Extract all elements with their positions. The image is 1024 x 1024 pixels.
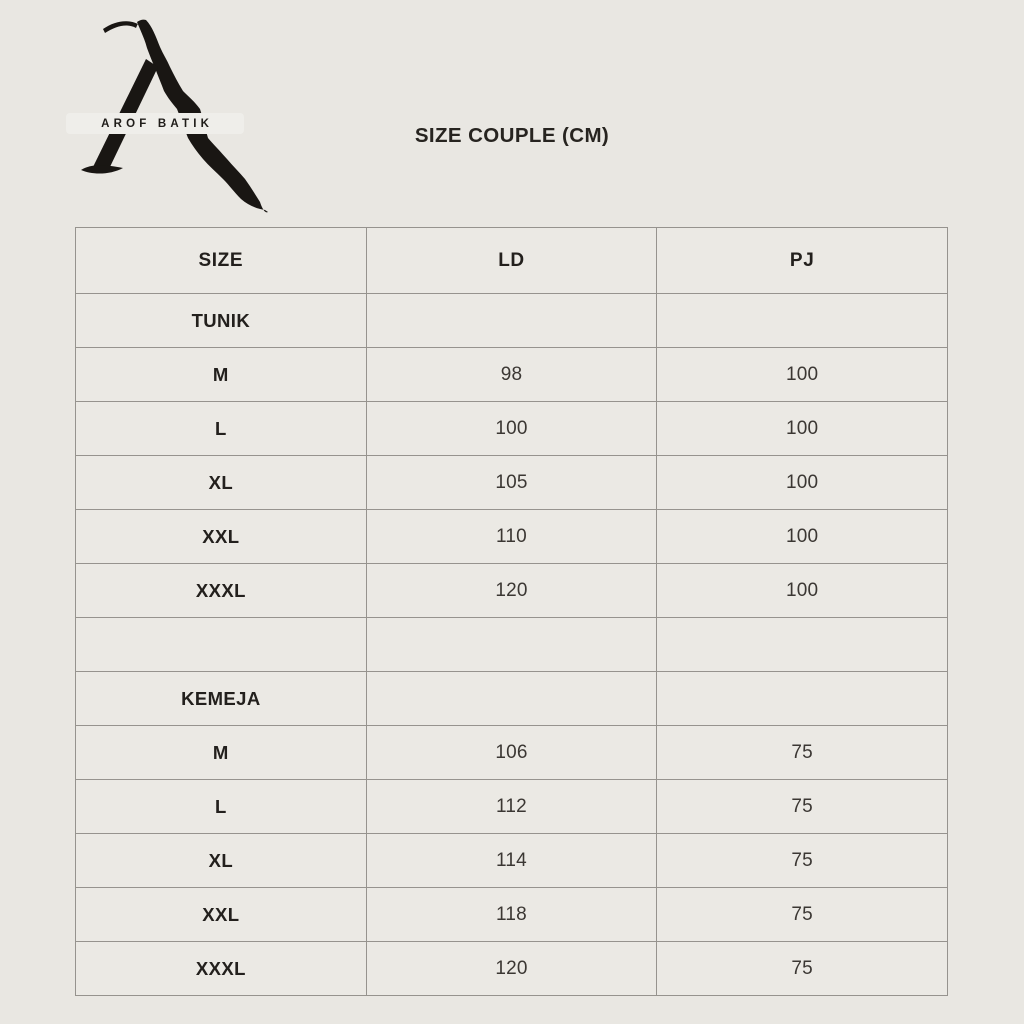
pj-value-cell: 75 (657, 942, 948, 996)
brand-logo (70, 18, 282, 224)
size-table (75, 227, 948, 996)
size-label-cell: XXXL (76, 942, 367, 996)
pj-value-cell: 100 (657, 402, 948, 456)
header-row (76, 228, 948, 294)
size-label-cell: TUNIK (76, 294, 367, 348)
pj-value-cell: 75 (657, 888, 948, 942)
table-row (76, 942, 948, 996)
ld-value-cell: 106 (366, 726, 657, 780)
table-row (76, 618, 948, 672)
pj-value-cell: 100 (657, 456, 948, 510)
pj-value-cell (657, 294, 948, 348)
pj-value-cell (657, 672, 948, 726)
ld-value-cell (366, 618, 657, 672)
pj-value-cell: 100 (657, 564, 948, 618)
pj-value-cell: 100 (657, 348, 948, 402)
ld-value-cell: 120 (366, 942, 657, 996)
pj-value-cell: 75 (657, 726, 948, 780)
brand-name-plate (66, 113, 244, 134)
header-ld: LD (366, 228, 657, 294)
header-pj: PJ (657, 228, 948, 294)
size-label-cell: XL (76, 456, 367, 510)
size-label-cell (76, 618, 367, 672)
size-label-cell: XL (76, 834, 367, 888)
size-label-cell: XXL (76, 510, 367, 564)
size-table-body (76, 294, 948, 996)
ld-value-cell: 114 (366, 834, 657, 888)
table-row (76, 564, 948, 618)
size-label-cell: XXXL (76, 564, 367, 618)
table-row (76, 672, 948, 726)
ld-value-cell: 120 (366, 564, 657, 618)
ld-value-cell: 105 (366, 456, 657, 510)
header-size: SIZE (76, 228, 367, 294)
pj-value-cell (657, 618, 948, 672)
size-label-cell: L (76, 780, 367, 834)
size-table-header (76, 228, 948, 294)
pj-value-cell: 75 (657, 780, 948, 834)
size-label-cell: XXL (76, 888, 367, 942)
ld-value-cell: 98 (366, 348, 657, 402)
pj-value-cell: 75 (657, 834, 948, 888)
table-row (76, 780, 948, 834)
table-row (76, 834, 948, 888)
pj-value-cell: 100 (657, 510, 948, 564)
size-label-cell: M (76, 726, 367, 780)
table-row (76, 510, 948, 564)
page-title: SIZE COUPLE (CM) (414, 124, 610, 147)
table-row (76, 294, 948, 348)
table-row (76, 456, 948, 510)
brand-name-text: AROF BATIK (101, 117, 214, 130)
ld-value-cell: 112 (366, 780, 657, 834)
size-label-cell: L (76, 402, 367, 456)
ld-value-cell (366, 294, 657, 348)
table-row (76, 348, 948, 402)
table-row (76, 888, 948, 942)
ld-value-cell: 118 (366, 888, 657, 942)
table-row (76, 726, 948, 780)
size-label-cell: KEMEJA (76, 672, 367, 726)
ld-value-cell (366, 672, 657, 726)
ld-value-cell: 100 (366, 402, 657, 456)
table-row (76, 402, 948, 456)
size-label-cell: M (76, 348, 367, 402)
ld-value-cell: 110 (366, 510, 657, 564)
